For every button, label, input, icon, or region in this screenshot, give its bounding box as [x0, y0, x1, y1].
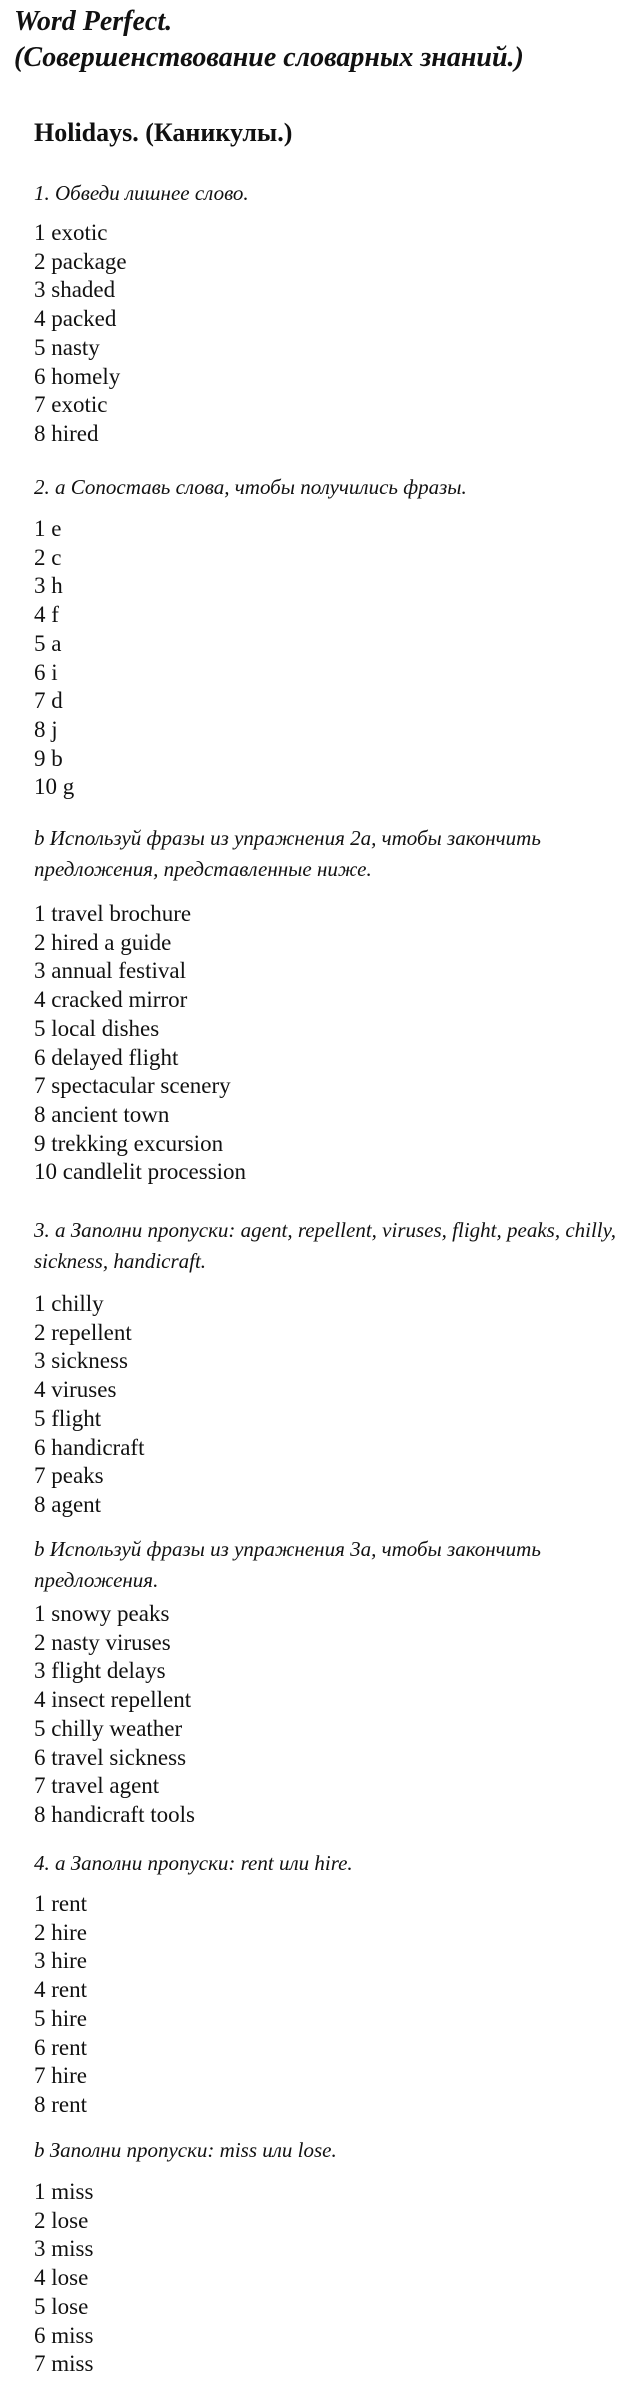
answer-item: 1 snowy peaks — [34, 1601, 170, 1626]
answer-item: 5 local dishes — [34, 1015, 160, 1041]
task-2a-answers — [34, 515, 74, 802]
answer-item: 3 annual festival — [34, 958, 187, 984]
answer-item: 10 candlelit procession — [34, 1159, 247, 1185]
answer-item: 7 spectacular scenery — [34, 1073, 231, 1099]
task-3b-instruction: b Используй фразы из упражнения 3а, чтобы закончить предложения. — [34, 1537, 541, 1592]
answer-item: 2 package — [34, 248, 127, 274]
answer-item: 3 sickness — [34, 1348, 128, 1374]
task-3b-answers — [34, 1600, 195, 1830]
answer-item: 7 peaks — [34, 1463, 104, 1489]
answer-item: 5 chilly weather — [34, 1715, 183, 1741]
answer-item: 4 cracked mirror — [34, 987, 188, 1013]
task-3a-answers — [34, 1290, 144, 1520]
answer-item: 5 hire — [34, 2005, 88, 2031]
task-4a-answers — [34, 1890, 87, 2120]
answer-item: 6 delayed flight — [34, 1044, 179, 1070]
header-subtitle: (Совершенствование словарных знаний.) — [14, 42, 524, 73]
answer-item: 2 c — [34, 544, 62, 570]
answer-item: 1 travel brochure — [34, 901, 192, 926]
answer-item: 2 hired a guide — [34, 929, 172, 955]
answer-item: 5 flight — [34, 1405, 102, 1431]
answer-item: 7 hire — [34, 2063, 88, 2089]
task-2b-instruction: b Используй фразы из упражнения 2а, чтобы закончить предложения, представленные ниже. — [34, 826, 541, 881]
task-4b-instruction: b Заполни пропуски: miss или lose. — [34, 2138, 337, 2162]
answer-item: 8 hired — [34, 420, 99, 446]
answer-item: 5 nasty — [34, 334, 100, 360]
task-2a-instruction: 2. а Сопоставь слова, чтобы получились фразы. — [34, 475, 467, 499]
answer-item: 1 miss — [34, 2179, 94, 2204]
task-1-answers — [34, 219, 127, 449]
document-header — [14, 4, 524, 76]
task-4b-answers — [34, 2178, 93, 2379]
answer-item: 6 i — [34, 659, 58, 685]
answer-item: 5 a — [34, 630, 62, 656]
section-title: Holidays. (Каникулы.) — [34, 118, 293, 147]
answer-item: 1 rent — [34, 1891, 88, 1916]
answer-item: 8 handicraft tools — [34, 1801, 195, 1827]
answer-item: 6 rent — [34, 2034, 88, 2060]
answer-item: 4 packed — [34, 306, 117, 332]
answer-item: 6 miss — [34, 2322, 94, 2348]
task-3a-instruction: 3. a Заполни пропуски: agent, repellent, viruses, flight, peaks, chilly, sickness, handicraft. — [34, 1218, 617, 1273]
answer-item: 7 miss — [34, 2351, 94, 2377]
answer-item: 8 agent — [34, 1491, 102, 1517]
answer-item: 4 viruses — [34, 1377, 117, 1403]
answer-item: 10 g — [34, 774, 75, 800]
answer-item: 8 j — [34, 716, 58, 742]
task-4a-instruction: 4. a Заполни пропуски: rent или hire. — [34, 1851, 353, 1875]
task-2b-answers — [34, 900, 246, 1187]
answer-item: 2 nasty viruses — [34, 1629, 171, 1655]
answer-item: 4 f — [34, 602, 59, 628]
answer-item: 3 h — [34, 573, 63, 599]
answer-item: 6 travel sickness — [34, 1744, 187, 1770]
answer-item: 1 e — [34, 516, 62, 541]
header-title: Word Perfect. — [14, 6, 173, 37]
answer-item: 7 exotic — [34, 392, 108, 418]
answer-item: 2 hire — [34, 1919, 88, 1945]
answer-item: 8 rent — [34, 2091, 88, 2117]
answer-item: 6 handicraft — [34, 1434, 145, 1460]
answer-item: 4 insect repellent — [34, 1687, 192, 1713]
answer-item: 1 chilly — [34, 1291, 104, 1316]
answer-item: 4 lose — [34, 2265, 89, 2291]
answer-item: 6 homely — [34, 363, 121, 389]
task-1-instruction: 1. Обведи лишнее слово. — [34, 181, 249, 205]
answer-item: 9 b — [34, 745, 63, 771]
answer-item: 5 lose — [34, 2293, 89, 2319]
answer-item: 1 exotic — [34, 220, 108, 245]
answer-item: 7 d — [34, 688, 63, 714]
answer-item: 3 shaded — [34, 277, 116, 303]
answer-item: 9 trekking excursion — [34, 1130, 224, 1156]
answer-item: 8 ancient town — [34, 1101, 170, 1127]
answer-item: 3 hire — [34, 1948, 88, 1974]
answer-item: 3 miss — [34, 2236, 94, 2262]
answer-item: 7 travel agent — [34, 1773, 160, 1799]
answer-item: 2 repellent — [34, 1319, 132, 1345]
answer-item: 4 rent — [34, 1977, 88, 2003]
answer-item: 3 flight delays — [34, 1658, 166, 1684]
answer-item: 2 lose — [34, 2207, 89, 2233]
